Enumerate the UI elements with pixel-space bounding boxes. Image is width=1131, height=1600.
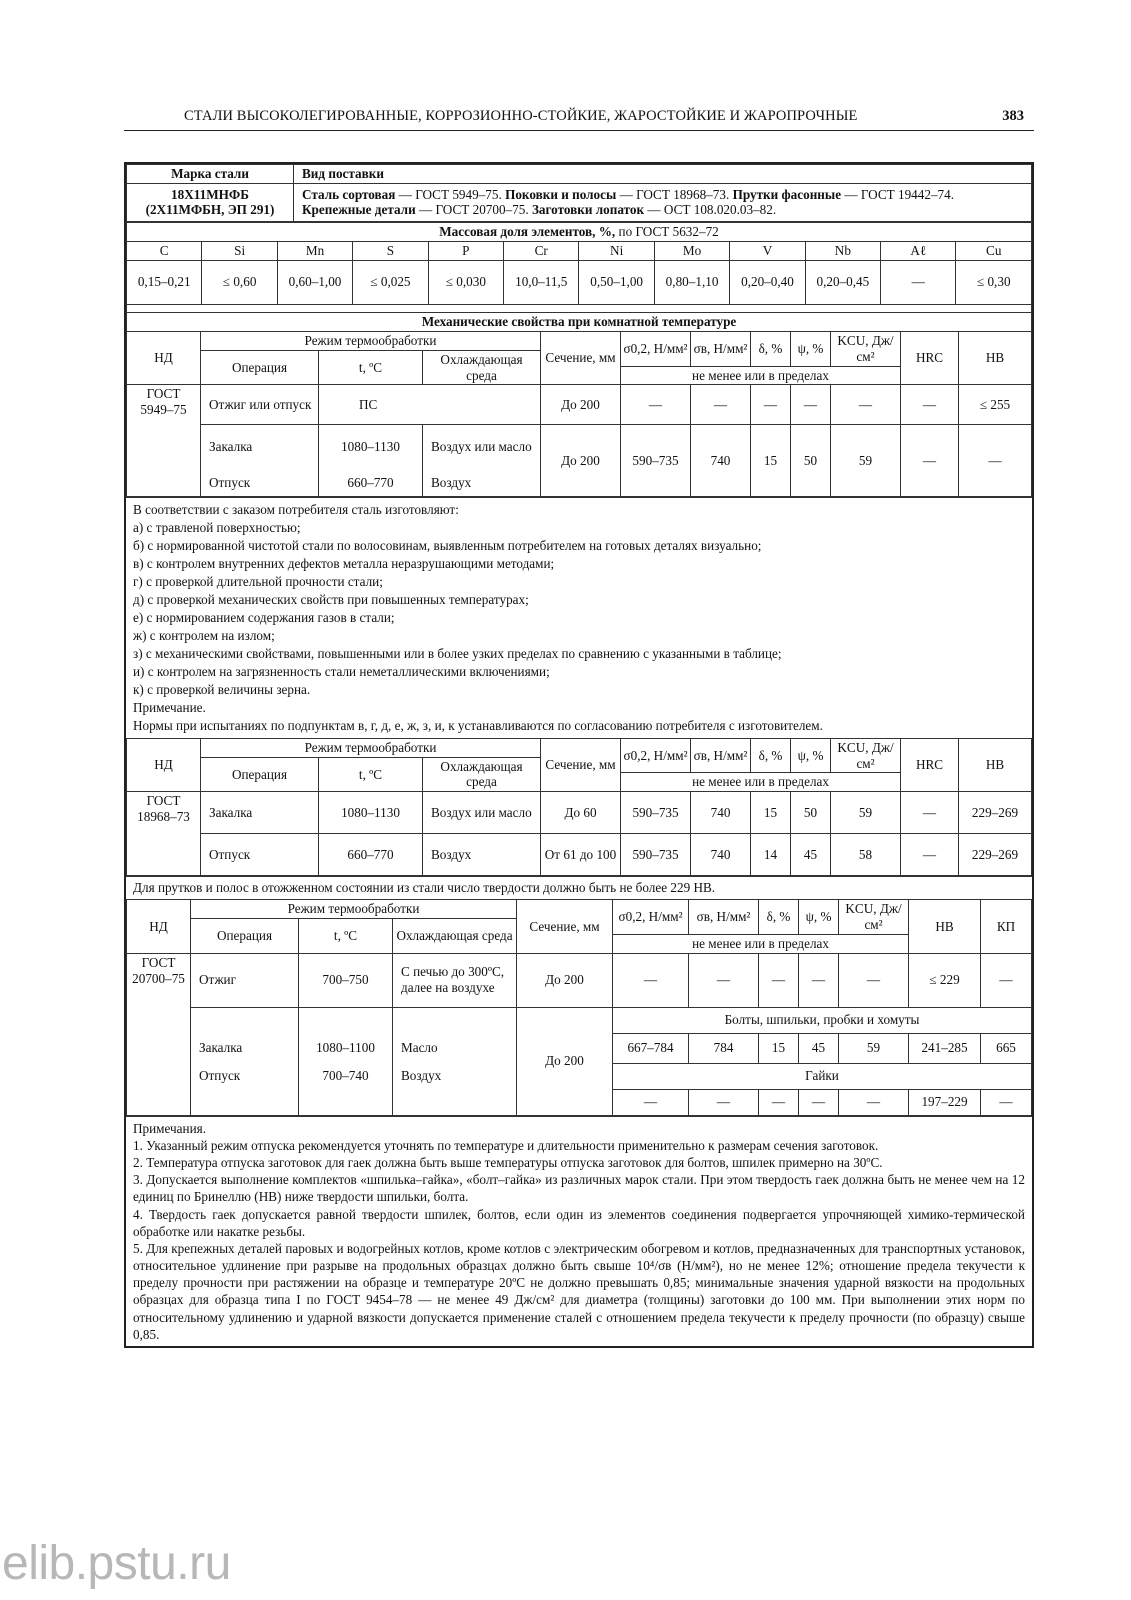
- value-cell: 197–229: [909, 1089, 981, 1115]
- col-psi: ψ, %: [799, 900, 839, 935]
- t-cell: 1080–1130: [319, 425, 423, 469]
- supply-p2: — ГОСТ 18968–73.: [616, 186, 733, 202]
- note-line: В соответствии с заказом потребителя сталь изготовляют:: [133, 502, 459, 518]
- col-hrc: HRC: [901, 738, 959, 792]
- value-cell: 45: [791, 834, 831, 876]
- value-cell: —: [791, 385, 831, 425]
- col-kcu: KCU, Дж/см²: [831, 738, 901, 773]
- value-cell: 784: [689, 1033, 759, 1063]
- col-psi: ψ, %: [791, 738, 831, 773]
- value-cell: —: [981, 953, 1032, 1007]
- value-cell: 0,15–0,21: [127, 260, 202, 304]
- value-cell: 58: [831, 834, 901, 876]
- value-cell: ≤ 255: [959, 385, 1032, 425]
- nuts-subheader: Гайки: [613, 1063, 1032, 1089]
- value-cell: —: [959, 425, 1032, 497]
- nd-cell: ГОСТ 5949–75: [127, 385, 201, 497]
- col-t: t, ºС: [319, 350, 423, 385]
- medium-cell: Масло: [393, 1033, 517, 1063]
- t-cell: 1080–1130: [319, 792, 423, 834]
- element-cell: Mn: [277, 241, 352, 260]
- op-cell: Отжиг: [191, 953, 299, 1007]
- composition-title-bold: Массовая доля элементов, %,: [439, 223, 616, 239]
- value-cell: —: [839, 1089, 909, 1115]
- value-cell: —: [613, 1089, 689, 1115]
- mech-table-gost-18968: [126, 738, 1032, 877]
- value-cell: —: [799, 953, 839, 1007]
- col-sv: σв, Н/мм²: [689, 900, 759, 935]
- medium-cell: Воздух или масло: [423, 425, 541, 469]
- supply-p4b: Крепежные детали: [302, 202, 416, 218]
- element-cell: C: [127, 241, 202, 260]
- value-cell: ≤ 0,30: [956, 260, 1032, 304]
- note-line: 4. Твердость гаек допускается равной твердости шпилек, болтов, если один из элементов соединения подвергается упрочняющей химико-термической обработке или накатке резьбы.: [133, 1206, 1025, 1239]
- medium-cell: Воздух: [423, 469, 541, 497]
- note-line: з) с механическими свойствами, повышенными или в более узких пределах по сравнению с указанными в таблице;: [133, 646, 782, 662]
- col-op: Операция: [191, 919, 299, 954]
- value-cell: 15: [751, 425, 791, 497]
- value-cell: —: [839, 953, 909, 1007]
- composition-title: [127, 222, 1032, 241]
- t-cell: ПС: [319, 385, 541, 425]
- medium-cell: Воздух: [393, 1063, 517, 1089]
- value-cell: 0,20–0,45: [805, 260, 880, 304]
- element-cell: Aℓ: [881, 241, 956, 260]
- col-medium: Охлаждающая среда: [423, 350, 541, 385]
- fastener-notes: [126, 1116, 1032, 1346]
- value-cell: —: [691, 385, 751, 425]
- col-kcu: KCU, Дж/см²: [839, 900, 909, 935]
- col-t: t, ºС: [319, 757, 423, 792]
- value-cell: 59: [831, 425, 901, 497]
- mech-table-gost-5949: [126, 312, 1032, 497]
- supply-p1b: Сталь сортовая: [302, 186, 396, 202]
- supply-p3: — ГОСТ 19442–74.: [841, 186, 955, 202]
- bolts-subheader: Болты, шпильки, пробки и хомуты: [613, 1007, 1032, 1033]
- element-cell: Ni: [579, 241, 654, 260]
- col-kcu: KCU, Дж/см²: [831, 331, 901, 366]
- value-cell: 740: [691, 834, 751, 876]
- value-cell: ≤ 0,030: [428, 260, 503, 304]
- op-cell: Отпуск: [201, 834, 319, 876]
- grade-alt: (2Х11МФБН, ЭП 291): [145, 202, 275, 218]
- nd-cell: ГОСТ 18968–73: [127, 792, 201, 876]
- op-cell: Отжиг или отпуск: [201, 385, 319, 425]
- composition-title-rest: по ГОСТ 5632–72: [615, 223, 719, 239]
- value-cell: 50: [791, 792, 831, 834]
- col-mode: Режим термообработки: [191, 900, 517, 919]
- supply-p1: — ГОСТ 5949–75.: [395, 186, 506, 202]
- section-cell: До 60: [541, 792, 621, 834]
- value-cell: ≤ 0,60: [202, 260, 277, 304]
- col-s02: σ0,2, Н/мм²: [621, 331, 691, 366]
- supply-options-notes: [126, 497, 1032, 737]
- element-cell: Si: [202, 241, 277, 260]
- grade-table: [126, 164, 1032, 222]
- col-op: Операция: [201, 757, 319, 792]
- col-section: Сечение, мм: [541, 738, 621, 792]
- value-cell: 590–735: [621, 834, 691, 876]
- section-cell: До 200: [541, 425, 621, 497]
- section-cell: До 200: [541, 385, 621, 425]
- note-line: Примечание.: [133, 699, 206, 715]
- value-cell: —: [799, 1089, 839, 1115]
- note-line: и) с контролем на загрязненность стали неметаллическими включениями;: [133, 663, 550, 679]
- col-nd: НД: [127, 331, 201, 385]
- value-cell: 14: [751, 834, 791, 876]
- element-cell: S: [353, 241, 428, 260]
- section-cell: До 200: [517, 953, 613, 1007]
- op-cell: Закалка: [201, 792, 319, 834]
- note-line: к) с проверкой величины зерна.: [133, 681, 311, 697]
- value-cell: ≤ 0,025: [353, 260, 428, 304]
- grade-label: Марка стали: [127, 165, 294, 184]
- op-cell: Отпуск: [191, 1063, 299, 1089]
- value-cell: —: [759, 1089, 799, 1115]
- value-cell: —: [831, 385, 901, 425]
- value-cell: 229–269: [959, 834, 1032, 876]
- col-min: не менее или в пределах: [621, 366, 901, 385]
- running-title: СТАЛИ ВЫСОКОЛЕГИРОВАННЫЕ, КОРРОЗИОННО-СТОЙКИЕ, ЖАРОСТОЙКИЕ И ЖАРОПРОЧНЫЕ: [184, 108, 858, 124]
- note-line: 5. Для крепежных деталей паровых и водогрейных котлов, кроме котлов с электрическим обогревом и котлов, предназначенных для транспортных установок, относительное удлинение при разрыве на продольных образцах должно быть свыше 10⁴/σв (Н/мм²), но не менее 12%; отношение предела текучести к пределу прочности при растяжении на образце и температуре 20ºС не должно превышать 0,85; минимальные значения ударной вязкости на продольных образцах для образца типа I по ГОСТ 9454–78 — не менее 49 Дж/см² для диаметра (толщины) заготовки до 100 мм. При выполнении этих норм по относительному удлинению и ударной вязкости допускается применение сталей с отношением предела текучести к пределу прочности (по образцу) свыше 0,85.: [133, 1240, 1025, 1342]
- value-cell: —: [613, 953, 689, 1007]
- op-cell: Отпуск: [201, 469, 319, 497]
- t-cell: 700–750: [299, 953, 393, 1007]
- mech-title: Механические свойства при комнатной температуре: [127, 313, 1032, 332]
- grade-name: [127, 183, 294, 221]
- note-line: д) с проверкой механических свойств при повышенных температурах;: [133, 592, 529, 608]
- medium-cell: Воздух или масло: [423, 792, 541, 834]
- element-cell: Cu: [956, 241, 1032, 260]
- composition-table: [126, 222, 1032, 312]
- value-cell: 59: [839, 1033, 909, 1063]
- page-number: 383: [1002, 108, 1024, 124]
- value-cell: —: [901, 425, 959, 497]
- value-cell: —: [621, 385, 691, 425]
- op-cell: Закалка: [191, 1033, 299, 1063]
- value-cell: 0,50–1,00: [579, 260, 654, 304]
- op-cell: Закалка: [201, 425, 319, 469]
- element-cell: Mo: [654, 241, 729, 260]
- col-nd: НД: [127, 738, 201, 792]
- note-line: в) с контролем внутренних дефектов металла неразрушающими методами;: [133, 556, 555, 572]
- running-header: [124, 104, 1034, 131]
- value-cell: —: [689, 953, 759, 1007]
- col-op: Операция: [201, 350, 319, 385]
- col-delta: δ, %: [759, 900, 799, 935]
- col-hrc: HRC: [901, 331, 959, 385]
- col-sv: σв, Н/мм²: [691, 738, 751, 773]
- t-cell: 700–740: [299, 1063, 393, 1089]
- supply-p5: — ОСТ 108.020.03–82.: [644, 202, 777, 218]
- col-section: Сечение, мм: [517, 900, 613, 954]
- col-section: Сечение, мм: [541, 331, 621, 385]
- nd-cell: ГОСТ 20700–75: [127, 953, 191, 1115]
- annealed-note: Для прутков и полос в отожженном состоянии из стали число твердости должно быть не более 229 НВ.: [126, 876, 1032, 899]
- note-line: 1. Указанный режим отпуска рекомендуется уточнять по температуре и длительности применительно к размерам сечения заготовок.: [133, 1137, 879, 1153]
- note-line: б) с нормированной чистотой стали по волосовинам, выявленным потребителем на готовых деталях визуально;: [133, 538, 762, 554]
- note-line: е) с нормированием содержания газов в стали;: [133, 610, 395, 626]
- note-line: 2. Температура отпуска заготовок для гаек должна быть выше температуры отпуска заготовок для болтов, шпилек примерно на 30ºС.: [133, 1155, 883, 1171]
- value-cell: 15: [759, 1033, 799, 1063]
- value-cell: 740: [691, 792, 751, 834]
- value-cell: 241–285: [909, 1033, 981, 1063]
- value-cell: 667–784: [613, 1033, 689, 1063]
- col-nd: НД: [127, 900, 191, 954]
- value-cell: 0,20–0,40: [730, 260, 805, 304]
- value-cell: 0,60–1,00: [277, 260, 352, 304]
- value-cell: —: [901, 834, 959, 876]
- value-cell: —: [751, 385, 791, 425]
- mech-table-gost-20700: [126, 899, 1032, 1116]
- value-cell: —: [981, 1089, 1032, 1115]
- col-medium: Охлаждающая среда: [423, 757, 541, 792]
- supply-p5b: Заготовки лопаток: [531, 202, 645, 218]
- value-cell: 740: [691, 425, 751, 497]
- col-kp: КП: [981, 900, 1032, 954]
- supply-text: [294, 183, 1032, 221]
- value-cell: 665: [981, 1033, 1032, 1063]
- value-cell: 10,0–11,5: [504, 260, 579, 304]
- value-cell: 45: [799, 1033, 839, 1063]
- note-line: 3. Допускается выполнение комплектов «шпилька–гайка», «болт–гайка» из различных марок стали. При этом твердость гаек должна быть не менее чем на 12 единиц по Бринеллю (НВ) ниже твердости шпильки, болта.: [133, 1172, 1025, 1205]
- section-cell: От 61 до 100: [541, 834, 621, 876]
- watermark: elib.pstu.ru: [2, 1537, 231, 1590]
- element-cell: V: [730, 241, 805, 260]
- col-hb: HB: [959, 331, 1032, 385]
- element-cell: Nb: [805, 241, 880, 260]
- col-min: не менее или в пределах: [621, 773, 901, 792]
- note-line: Примечания.: [133, 1120, 207, 1136]
- col-mode: Режим термообработки: [201, 738, 541, 757]
- value-cell: —: [689, 1089, 759, 1115]
- col-t: t, ºС: [299, 919, 393, 954]
- col-sv: σв, Н/мм²: [691, 331, 751, 366]
- value-cell: 0,80–1,10: [654, 260, 729, 304]
- col-min: не менее или в пределах: [613, 934, 909, 953]
- t-cell: 660–770: [319, 834, 423, 876]
- value-cell: 15: [751, 792, 791, 834]
- supply-p3b: Прутки фасонные: [732, 186, 842, 202]
- section-cell: До 200: [517, 1007, 613, 1115]
- col-hb: HB: [909, 900, 981, 954]
- note-line: ж) с контролем на излом;: [133, 628, 275, 644]
- note-line: Нормы при испытаниях по подпунктам в, г, д, е, ж, з, и, к устанавливаются по согласованию потребителя с изготовителем.: [133, 717, 823, 733]
- supply-label: Вид поставки: [294, 165, 1032, 184]
- grade-mark: 18Х11МНФБ: [171, 186, 249, 202]
- col-hb: HB: [959, 738, 1032, 792]
- element-cell: Cr: [504, 241, 579, 260]
- value-cell: —: [759, 953, 799, 1007]
- col-medium: Охлаждающая среда: [393, 919, 517, 954]
- value-cell: 590–735: [621, 425, 691, 497]
- col-s02: σ0,2, Н/мм²: [613, 900, 689, 935]
- value-cell: 229–269: [959, 792, 1032, 834]
- note-line: г) с проверкой длительной прочности стали;: [133, 574, 383, 590]
- supply-p2b: Поковки и полосы: [505, 186, 617, 202]
- col-s02: σ0,2, Н/мм²: [621, 738, 691, 773]
- col-delta: δ, %: [751, 738, 791, 773]
- value-cell: 59: [831, 792, 901, 834]
- col-psi: ψ, %: [791, 331, 831, 366]
- col-delta: δ, %: [751, 331, 791, 366]
- medium-cell: С печью до 300ºС, далее на воздухе: [393, 953, 517, 1007]
- col-mode: Режим термообработки: [201, 331, 541, 350]
- value-cell: 590–735: [621, 792, 691, 834]
- value-cell: —: [901, 385, 959, 425]
- value-cell: —: [901, 792, 959, 834]
- supply-p4: — ГОСТ 20700–75.: [415, 202, 532, 218]
- value-cell: 50: [791, 425, 831, 497]
- element-cell: P: [428, 241, 503, 260]
- t-cell: 660–770: [319, 469, 423, 497]
- t-cell: 1080–1100: [299, 1033, 393, 1063]
- medium-cell: Воздух: [423, 834, 541, 876]
- note-line: а) с травленой поверхностью;: [133, 520, 301, 536]
- value-cell: —: [881, 260, 956, 304]
- steel-datasheet: [124, 162, 1034, 1348]
- value-cell: ≤ 229: [909, 953, 981, 1007]
